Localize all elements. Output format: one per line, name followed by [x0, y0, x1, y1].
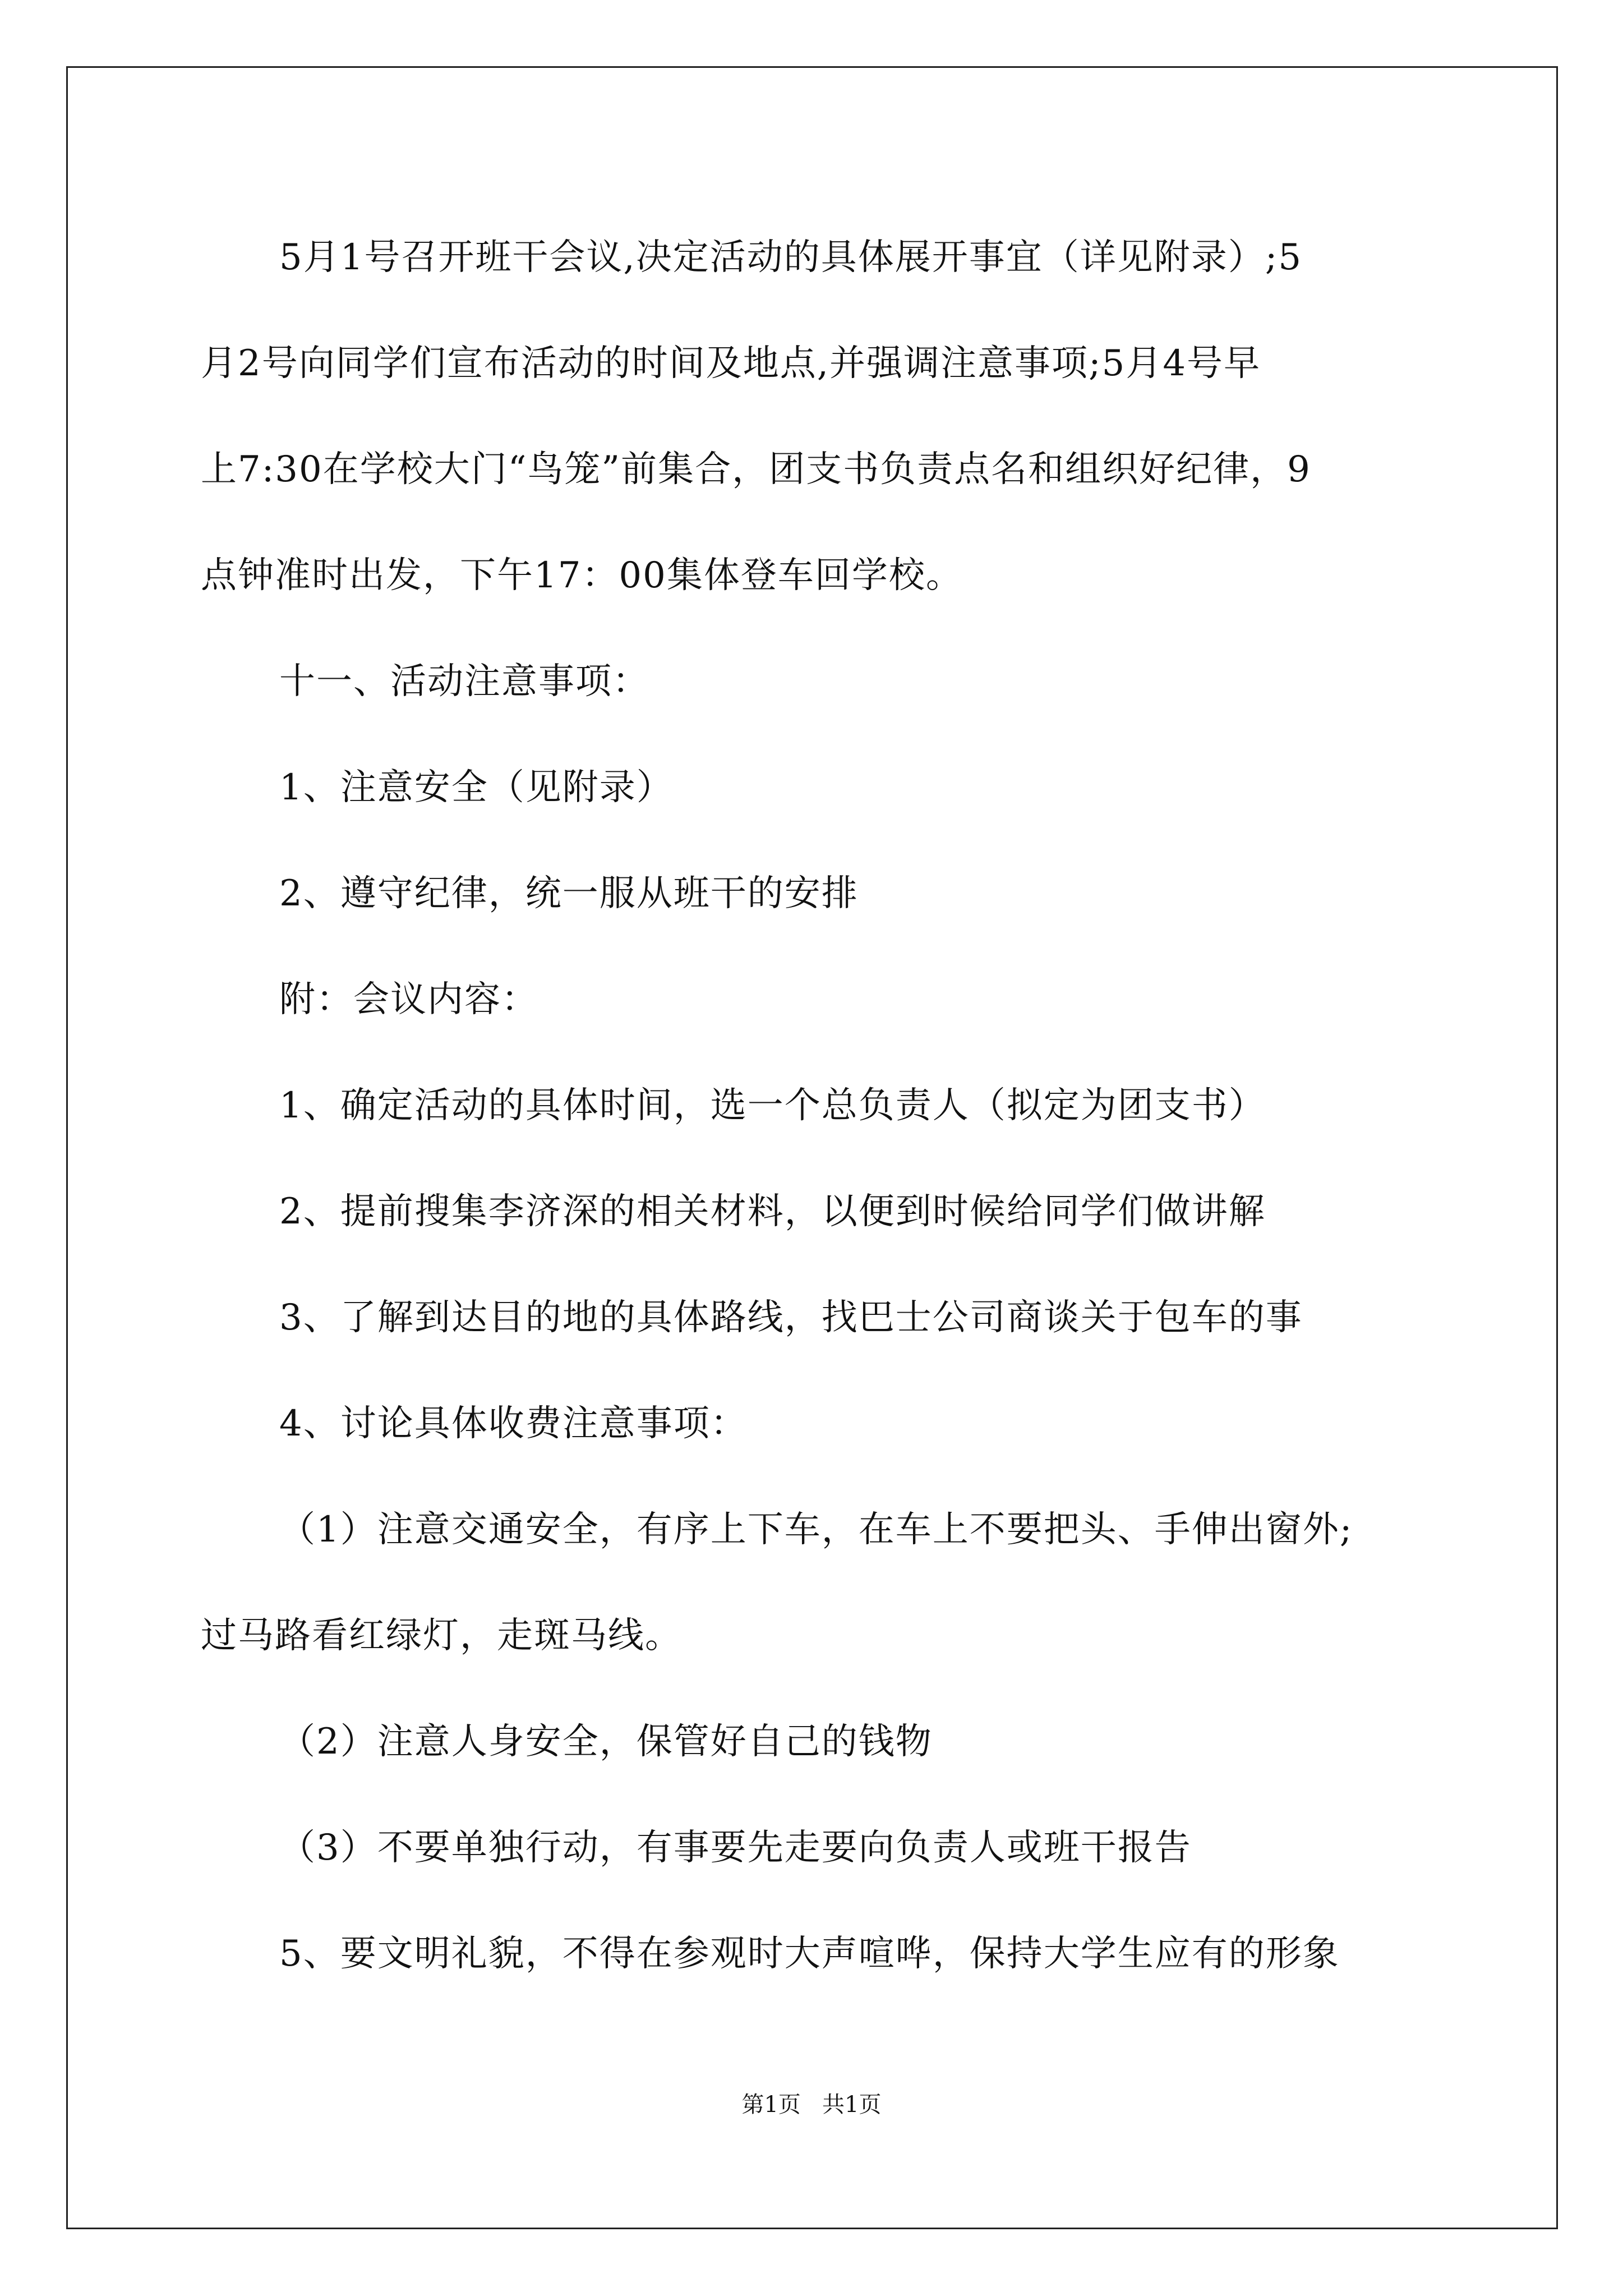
sub-list-item-continuation: 过马路看红绿灯，走斑马线。 [201, 1615, 682, 1657]
paragraph-line: 5月1号召开班干会议,决定活动的具体展开事宜（详见附录）;5 [279, 237, 1303, 278]
sub-list-item: （2）注意人身安全，保管好自己的钱物 [279, 1721, 933, 1763]
page-footer: 第1页 共1页 [741, 2092, 882, 2118]
paragraph-line: 点钟准时出发，下午17：00集体登车回学校。 [201, 555, 963, 596]
list-item: 2、提前搜集李济深的相关材料，以便到时候给同学们做讲解 [279, 1191, 1266, 1232]
list-item: 1、确定活动的具体时间，选一个总负责人（拟定为团支书） [279, 1085, 1266, 1126]
list-item: 2、遵守纪律，统一服从班干的安排 [279, 873, 859, 914]
sub-list-item: （3）不要单独行动，有事要先走要向负责人或班干报告 [279, 1827, 1192, 1869]
paragraph-line: 上7:30在学校大门“鸟笼”前集合，团支书负责点名和组织好纪律，9 [201, 449, 1311, 490]
list-item: 4、讨论具体收费注意事项： [279, 1403, 748, 1444]
document-body [201, 205, 1435, 2007]
list-item: 3、了解到达目的地的具体路线，找巴士公司商谈关于包车的事 [279, 1297, 1303, 1338]
section-heading: 十一、活动注意事项： [279, 661, 649, 702]
list-item: 5、要文明礼貌，不得在参观时大声喧哗，保持大学生应有的形象 [279, 1933, 1340, 1975]
list-item: 1、注意安全（见附录） [279, 767, 674, 808]
sub-list-item: （1）注意交通安全，有序上下车，在车上不要把头、手伸出窗外; [279, 1509, 1353, 1550]
appendix-heading: 附：会议内容： [279, 979, 538, 1020]
paragraph-line: 月2号向同学们宣布活动的时间及地点,并强调注意事项;5月4号早 [201, 343, 1261, 384]
